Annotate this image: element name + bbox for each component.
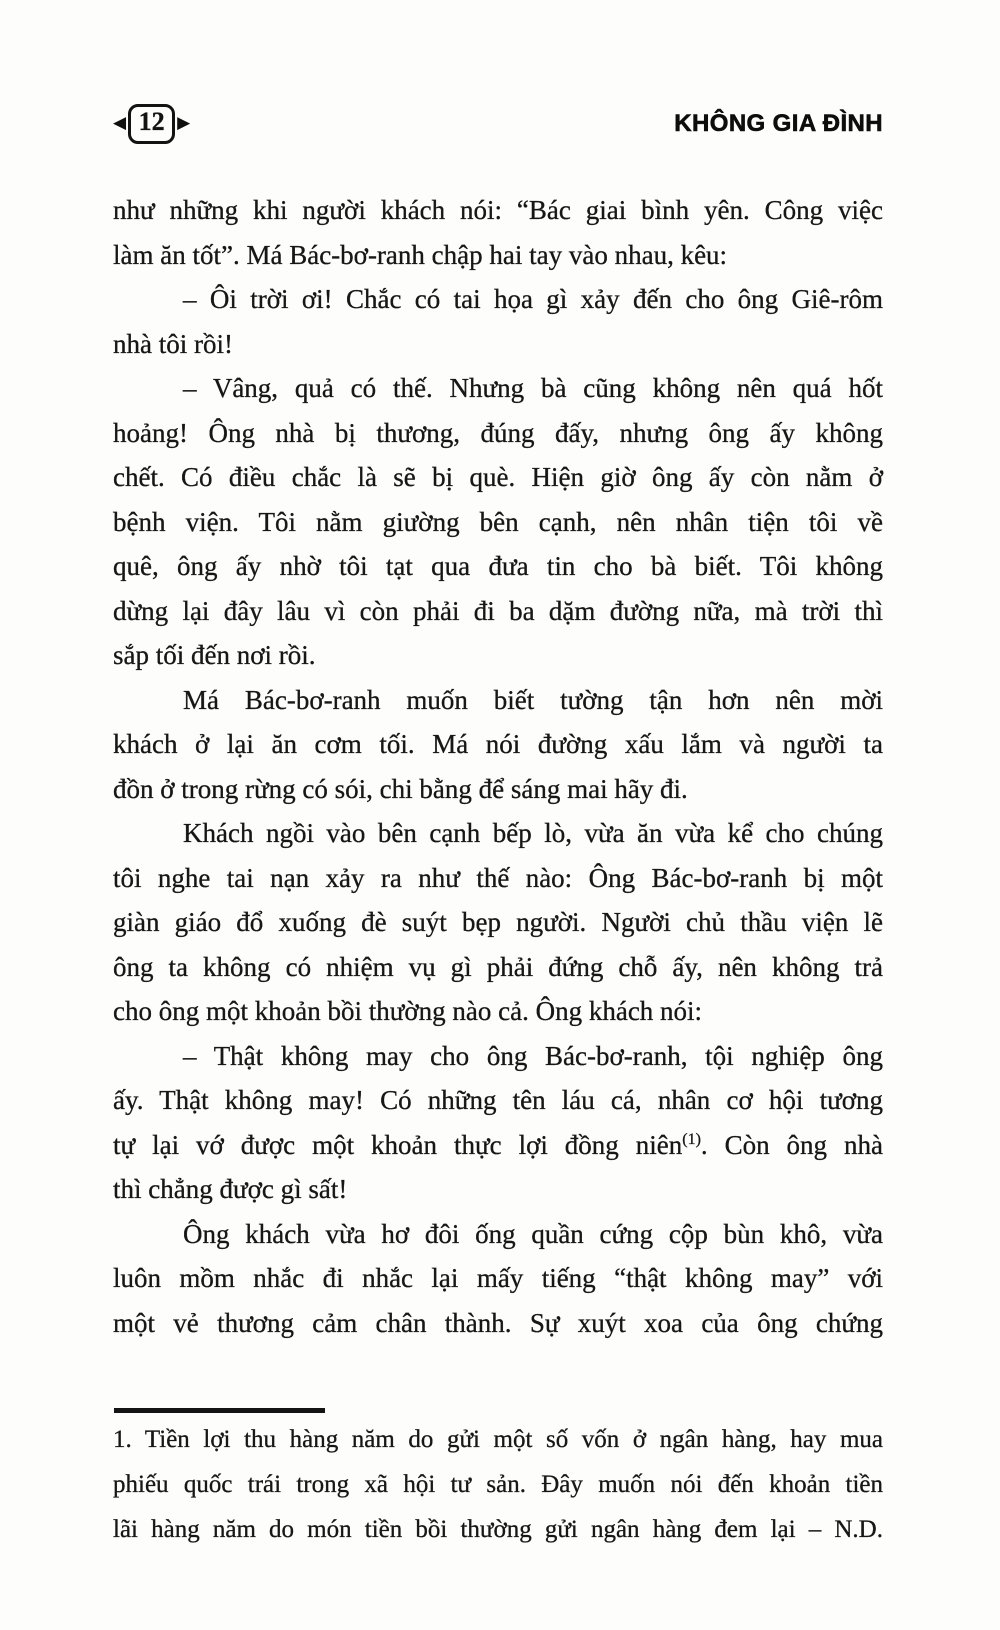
body-line: như những khi người khách nói: “Bác giai bình yên. Công việc xyxy=(113,195,883,225)
prev-page-icon: ◀ xyxy=(113,113,127,134)
body-line: cho ông một khoản bồi thường nào cả. Ông khách nói: xyxy=(113,996,703,1026)
body-line: nhà tôi rồi! xyxy=(113,328,233,359)
body-line: đồn ở trong rừng có sói, chi bằng để sáng mai hãy đi. xyxy=(113,773,688,804)
footnote-line: phiếu quốc trái trong xã hội tư sản. Đây muốn nói đến khoản tiền xyxy=(113,1471,883,1498)
body-line: quê, ông ấy nhờ tôi tạt qua đưa tin cho bà biết. Tôi không xyxy=(113,551,883,581)
body-line: ông ta không có nhiệm vụ gì phải đứng chỗ ấy, nên không trả xyxy=(113,951,883,982)
body-line: – Thật không may cho ông Bác-bơ-ranh, tội nghiệp ông xyxy=(183,1040,883,1071)
body-line: – Vâng, quả có thế. Nhưng bà cũng không nên quá hốt xyxy=(183,373,883,403)
body-line: thì chẳng được gì sất! xyxy=(113,1174,348,1204)
body-line: Má Bác-bơ-ranh muốn biết tường tận hơn nên mời xyxy=(183,684,883,715)
body-line: giàn giáo đổ xuống đè suýt bẹp người. Người chủ thầu viện lẽ xyxy=(113,907,883,937)
book-title: KHÔNG GIA ĐÌNH xyxy=(674,110,883,137)
body-line xyxy=(113,1123,883,1168)
footnote xyxy=(113,1417,883,1552)
body-line: bệnh viện. Tôi nằm giường bên cạnh, nên nhân tiện tôi về xyxy=(113,506,883,537)
body-line: dừng lại đây lâu vì còn phải đi ba dặm đường nữa, mà trời thì xyxy=(113,595,883,626)
page-header xyxy=(113,101,883,147)
footnote-line: 1. Tiền lợi thu hàng năm do gửi một số vốn ở ngân hàng, hay mua xyxy=(113,1426,883,1453)
body-line: tôi nghe tai nạn xảy ra như thế nào: Ông Bác-bơ-ranh bị một xyxy=(113,862,883,893)
body-line: hoảng! Ông nhà bị thương, đúng đấy, nhưng ông ấy không xyxy=(113,417,883,448)
page-number-badge xyxy=(113,104,190,144)
body-line: làm ăn tốt”. Má Bác-bơ-ranh chập hai tay vào nhau, kêu: xyxy=(113,239,728,270)
body-line-text: tự lại vớ được một khoản thực lợi đồng niên xyxy=(113,1129,683,1160)
body-line: Khách ngồi vào bên cạnh bếp lò, vừa ăn vừa kể cho chúng xyxy=(183,818,883,848)
body-line-text: . Còn ông nhà xyxy=(700,1129,883,1160)
body-line: luôn mồm nhắc đi nhắc lại mấy tiếng “thật không may” với xyxy=(113,1263,883,1293)
body-line: sắp tối đến nơi rồi. xyxy=(113,640,316,670)
footnote-reference: (1) xyxy=(682,1130,701,1148)
body-line: ấy. Thật không may! Có những tên láu cá, nhân cơ hội tương xyxy=(113,1085,883,1115)
body-line: khách ở lại ăn cơm tối. Má nói đường xấu lắm và người ta xyxy=(113,729,883,759)
body-line: một vẻ thương cảm chân thành. Sự xuýt xoa của ông chứng xyxy=(113,1307,883,1338)
next-page-icon: ▶ xyxy=(177,113,191,134)
body-line: chết. Có điều chắc là sẽ bị què. Hiện giờ ông ấy còn nằm ở xyxy=(113,462,883,492)
footnote-divider xyxy=(114,1408,325,1413)
footnote-line: lãi hàng năm do món tiền bồi thường gửi ngân hàng đem lại – N.D. xyxy=(113,1516,883,1543)
body-line: – Ôi trời ơi! Chắc có tai họa gì xảy đến cho ông Giê-rôm xyxy=(183,284,883,314)
page-number: 12 xyxy=(128,104,175,144)
body-line: Ông khách vừa hơ đôi ống quần cứng cộp bùn khô, vừa xyxy=(183,1218,883,1249)
body-text xyxy=(113,188,883,1345)
